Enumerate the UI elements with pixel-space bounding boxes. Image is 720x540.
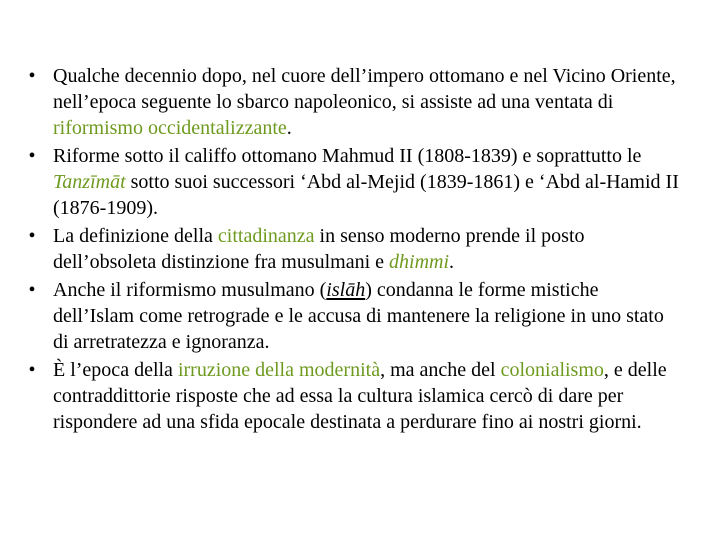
bullet-list — [22, 63, 682, 437]
bullet-text-segment: sotto suoi successori ‘Abd al-Mejid (1839-1861) e ‘Abd al-Hamid II (1876-1909). — [53, 171, 679, 219]
bullet-text-segment: , ma anche del — [380, 359, 501, 381]
underlined-term: islāh — [326, 279, 366, 301]
bullet-text-segment: . — [286, 117, 292, 139]
bullet-text-segment: . — [449, 251, 455, 273]
bullet-text-segment: La definizione della — [53, 225, 218, 247]
bullet-text-segment: ) condanna le forme mistiche dell’Islam come retrograde e le accusa di mantenere la religione in uno stato di arretratezza e ignoranza. — [53, 279, 664, 353]
bullet-text-segment: Anche il riformismo musulmano ( — [53, 279, 327, 301]
bullet-dot-icon: • — [28, 225, 36, 247]
bullet-dot-icon: • — [28, 145, 36, 167]
highlight-term: riformismo occidentalizzante — [53, 117, 287, 139]
bullet-dot-icon: • — [28, 65, 36, 87]
highlight-term: irruzione della modernità — [177, 359, 381, 381]
bullet-text-segment: È l’epoca della — [53, 359, 178, 381]
bullet-item — [22, 277, 682, 355]
bullet-dot-icon: • — [28, 359, 36, 381]
bullet-text-segment: Qualche decennio dopo, nel cuore dell’impero ottomano e nel Vicino Oriente, nell’epoca seguente lo sbarco napoleonico, si assiste ad una ventata di — [53, 65, 676, 113]
bullet-item — [22, 63, 682, 141]
bullet-text-segment: , e delle contraddittorie risposte che ad essa la cultura islamica cercò di dare per rispondere ad una sfida epocale destinata a perdurare fino ai nostri giorni. — [53, 359, 667, 433]
highlight-term: cittadinanza — [217, 225, 315, 247]
bullet-item — [22, 357, 682, 435]
highlight-term: Tanzīmāt — [53, 171, 126, 193]
bullet-item — [22, 143, 682, 221]
highlight-term: dhimmi — [389, 251, 450, 273]
bullet-text-segment: Riforme sotto il califfo ottomano Mahmud II (1808-1839) e soprattutto le — [53, 145, 642, 167]
bullet-dot-icon: • — [28, 279, 36, 301]
bullet-item — [22, 223, 682, 275]
highlight-term: colonialismo — [500, 359, 604, 381]
bullet-text-segment: in senso moderno prende il posto dell’obsoleta distinzione fra musulmani e — [53, 225, 585, 273]
